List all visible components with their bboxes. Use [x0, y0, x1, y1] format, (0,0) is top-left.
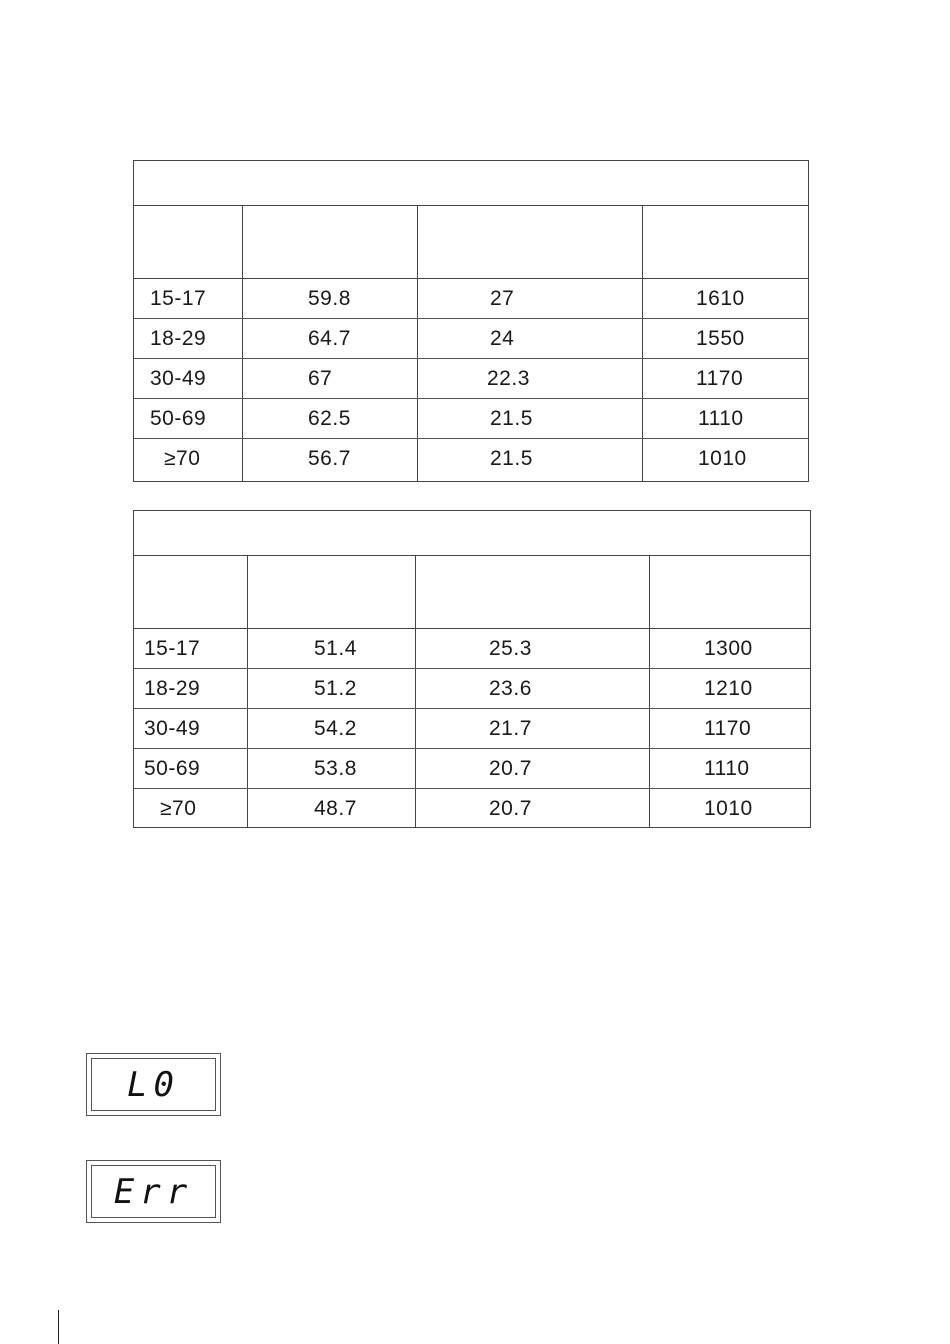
age-cell: 50-69: [144, 756, 201, 780]
value-cell: 24: [490, 326, 515, 350]
table-row: [134, 709, 810, 749]
value-cell: 48.7: [314, 797, 357, 820]
table-row: [134, 319, 808, 359]
value-cell: 62.5: [308, 406, 351, 430]
value-cell: 51.2: [314, 676, 357, 700]
value-cell: 1110: [704, 756, 750, 780]
value-cell: 1300: [704, 636, 753, 660]
value-cell: 25.3: [489, 636, 532, 660]
value-cell: 51.4: [314, 636, 357, 660]
table-row: [134, 749, 810, 789]
table-title-row: [134, 161, 808, 206]
table-1: [133, 160, 809, 482]
value-cell: 23.6: [489, 676, 532, 700]
table-header-row: [134, 556, 810, 629]
value-cell: 1110: [698, 406, 744, 430]
value-cell: 20.7: [489, 756, 532, 780]
age-cell: 50-69: [150, 406, 207, 430]
value-cell: 1170: [696, 366, 744, 390]
value-cell: 59.8: [308, 286, 351, 310]
value-cell: 53.8: [314, 756, 357, 780]
table-2: [133, 510, 811, 828]
value-cell: 20.7: [489, 797, 532, 820]
value-cell: 1550: [696, 326, 745, 350]
value-cell: 1610: [696, 286, 745, 310]
table-row: [134, 629, 810, 669]
table-row: [134, 359, 808, 399]
age-cell: 15-17: [144, 636, 201, 660]
age-cell: 30-49: [144, 716, 201, 740]
value-cell: 1170: [704, 716, 752, 740]
age-cell: 30-49: [150, 366, 207, 390]
table-header-row: [134, 206, 808, 279]
lcd-display-lo: [86, 1053, 221, 1116]
value-cell: 56.7: [308, 447, 351, 470]
age-cell: ≥70: [164, 447, 201, 470]
age-cell: ≥70: [160, 797, 197, 820]
lcd-display-err: [86, 1160, 221, 1223]
table-row: [134, 789, 810, 829]
value-cell: 67: [308, 366, 333, 390]
margin-rule: [58, 1310, 59, 1344]
lcd-text: Err: [113, 1171, 194, 1212]
age-cell: 15-17: [150, 286, 207, 310]
value-cell: 21.5: [490, 447, 533, 470]
value-cell: 1210: [704, 676, 753, 700]
table-row: [134, 669, 810, 709]
value-cell: 27: [490, 286, 515, 310]
age-cell: 18-29: [150, 326, 207, 350]
value-cell: 21.7: [489, 716, 532, 740]
lcd-text: L0: [127, 1064, 180, 1105]
age-cell: 18-29: [144, 676, 201, 700]
table-row: [134, 439, 808, 479]
table-title-row: [134, 511, 810, 556]
table-row: [134, 279, 808, 319]
table-row: [134, 399, 808, 439]
value-cell: 1010: [704, 797, 753, 820]
value-cell: 22.3: [487, 366, 530, 390]
value-cell: 64.7: [308, 326, 351, 350]
value-cell: 21.5: [490, 406, 533, 430]
value-cell: 1010: [698, 447, 747, 470]
value-cell: 54.2: [314, 716, 357, 740]
